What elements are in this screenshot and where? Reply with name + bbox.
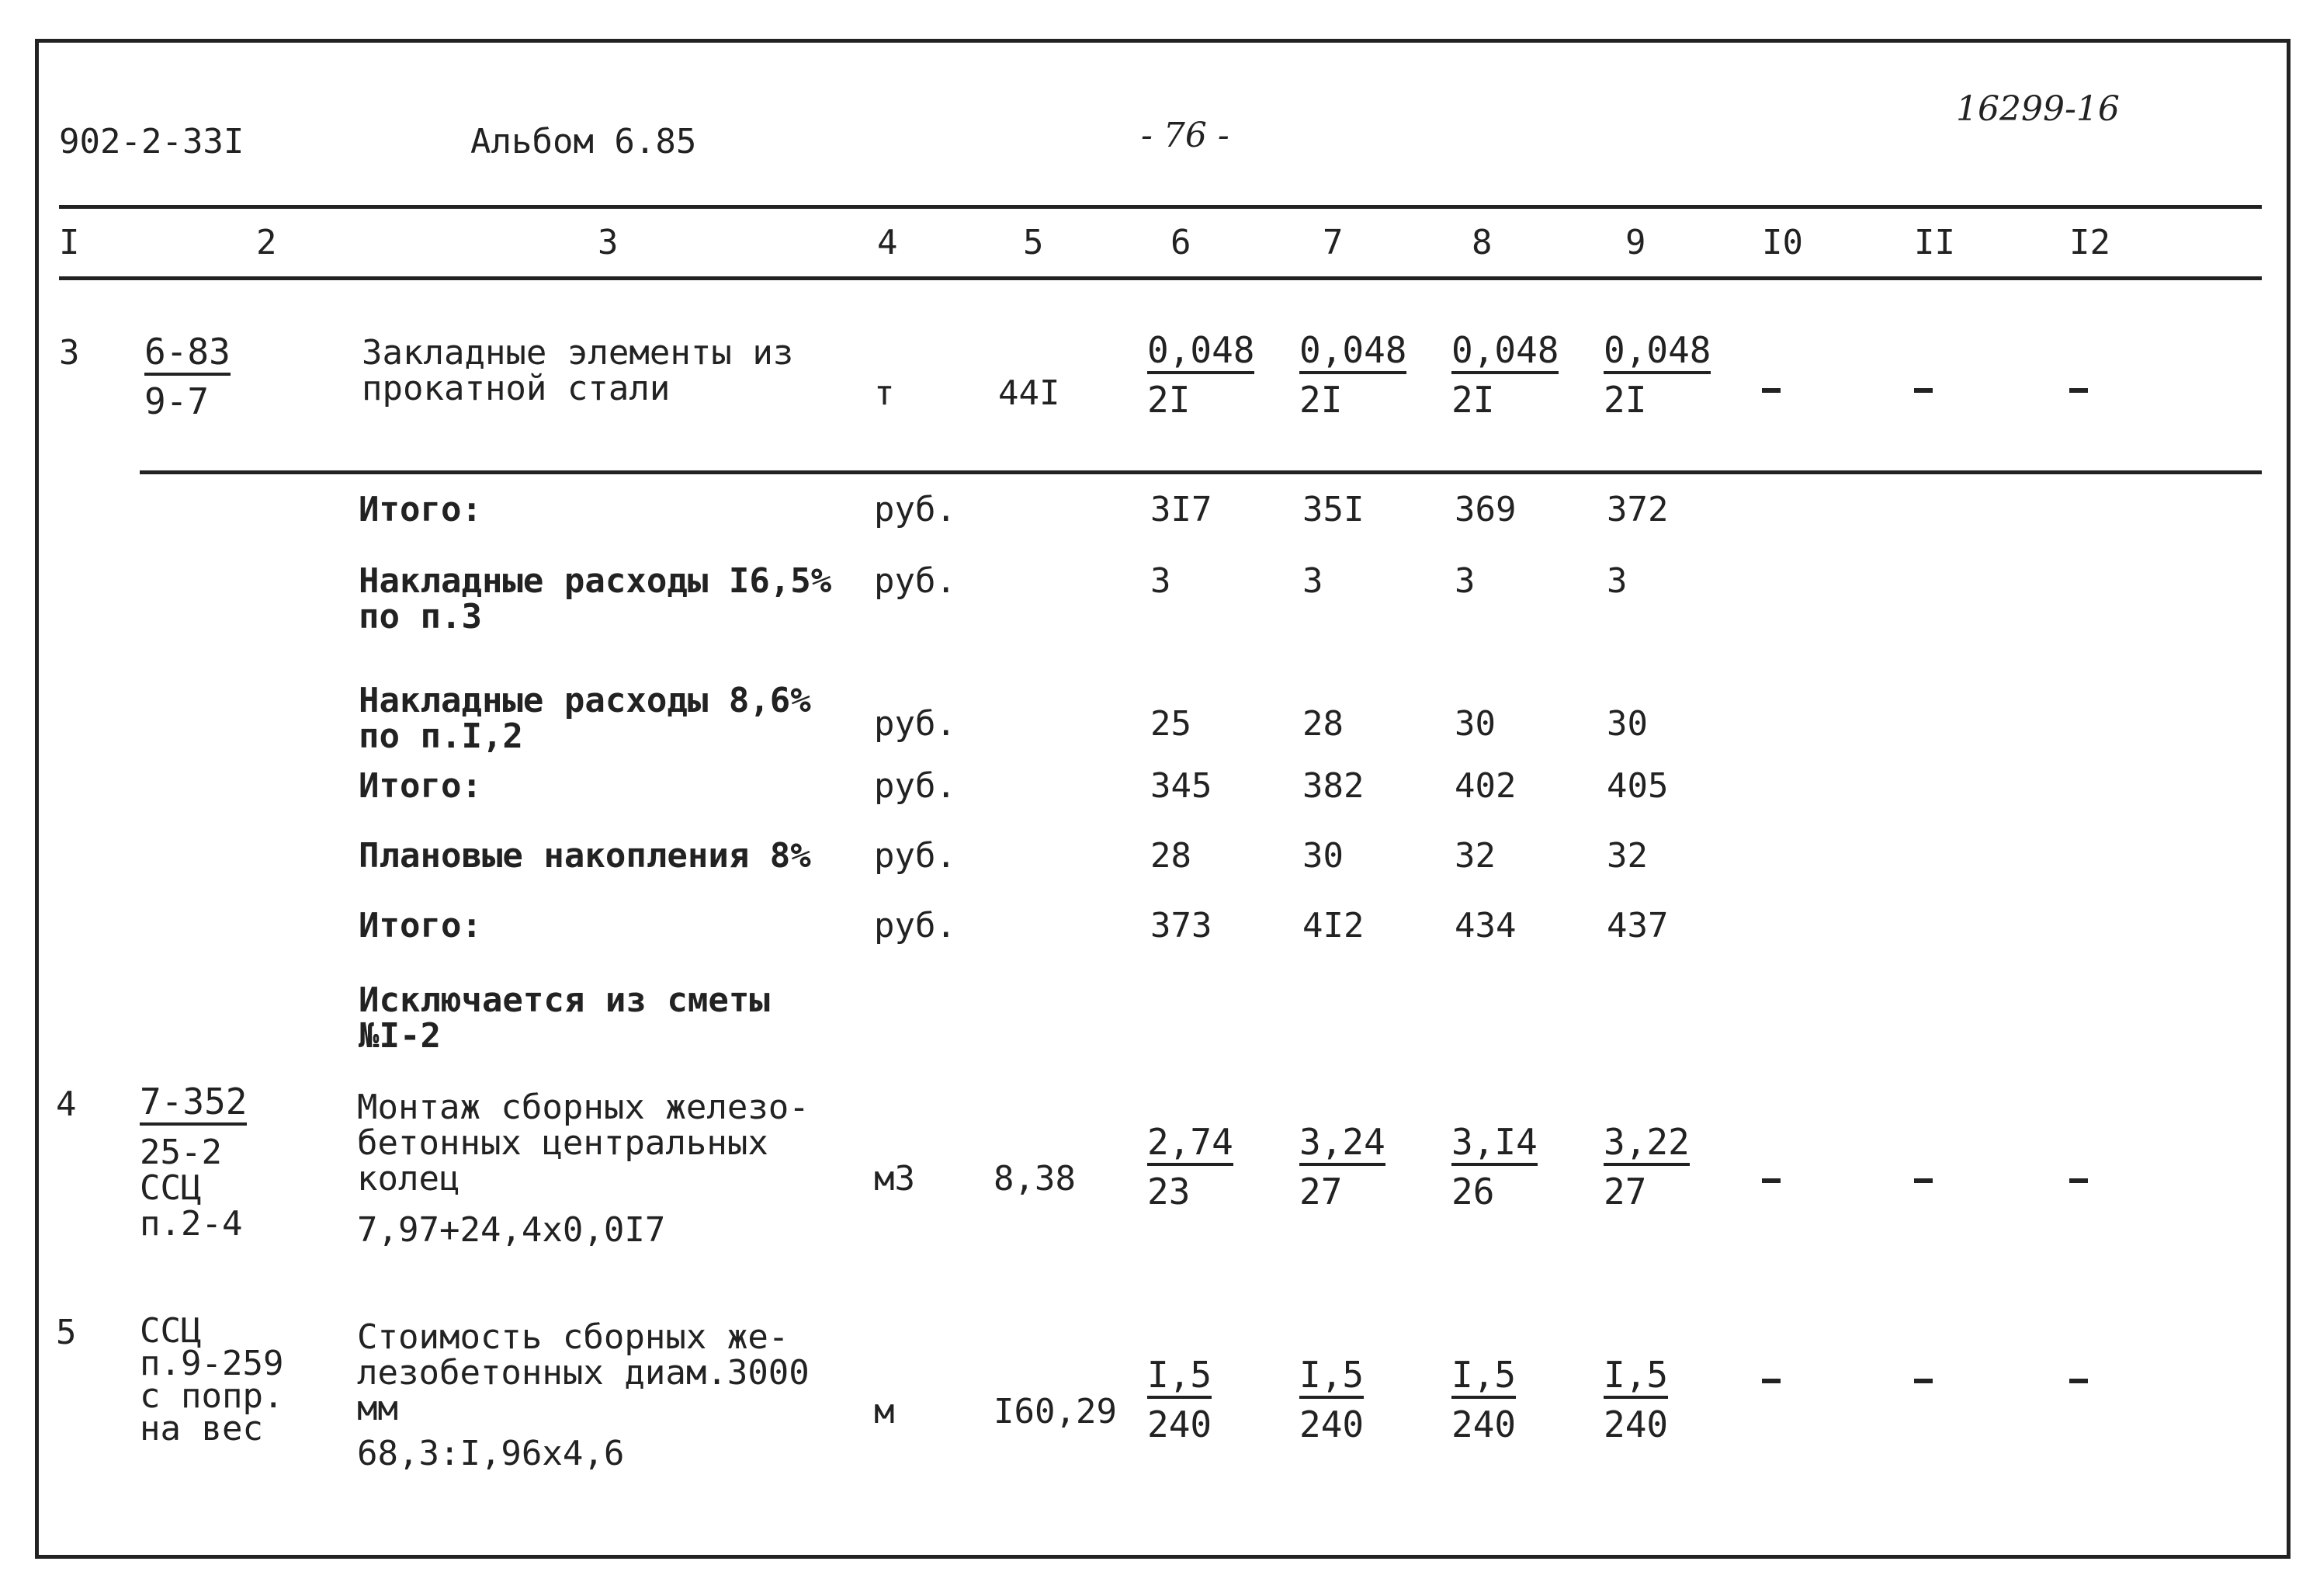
page-number: - 76 - [1141, 116, 1229, 155]
total-row-1-label: Итого: [359, 490, 482, 529]
total-row-6-col7: 4I2 [1302, 906, 1365, 945]
r4-col7-top: 3,24 [1299, 1122, 1385, 1166]
r5-col8-fraction [1451, 1355, 1516, 1444]
row-3-code [144, 332, 231, 421]
row-3-code-top: 6-83 [144, 332, 231, 376]
total-row-1-col7: 35I [1302, 490, 1365, 529]
column-header-3: 3 [598, 223, 619, 262]
total-row-4-unit: руб. [874, 766, 956, 806]
r4-col8-fraction [1451, 1122, 1538, 1211]
r3-col9-bottom: 2I [1604, 379, 1647, 421]
r5-col10-dash [1762, 1379, 1781, 1383]
r5-col6-fraction [1147, 1355, 1212, 1444]
total-row-4-col8: 402 [1455, 766, 1517, 806]
row-5-quantity: I60,29 [994, 1392, 1117, 1431]
column-header-8: 8 [1472, 223, 1493, 262]
total-row-5-unit: руб. [874, 836, 956, 876]
row-4-number: 4 [56, 1084, 77, 1124]
header-rule-top [59, 205, 2262, 209]
row-4-code-top: 7-352 [140, 1082, 247, 1126]
row-4-name: Монтаж сборных железо- бетонных центральных колец [357, 1088, 810, 1199]
r5-col9-top: I,5 [1604, 1355, 1668, 1399]
r4-col12-dash [2069, 1178, 2088, 1183]
r3-col7-fraction [1299, 331, 1406, 419]
total-row-2-label: Накладные расходы I6,5% по п.3 [359, 561, 832, 637]
r5-col7-bottom: 240 [1299, 1403, 1365, 1445]
total-row-5-label: Плановые накопления 8% [359, 836, 811, 876]
total-row-1-unit: руб. [874, 490, 956, 529]
total-row-3-col7: 28 [1302, 704, 1344, 744]
total-row-1-col8: 369 [1455, 490, 1517, 529]
r3-col8-fraction [1451, 331, 1559, 419]
r4-col9-bottom: 27 [1604, 1171, 1647, 1213]
r5-col8-top: I,5 [1451, 1355, 1516, 1399]
total-row-6-col9: 437 [1607, 906, 1669, 945]
total-row-1-col6: 3I7 [1150, 490, 1212, 529]
row-3-quantity: 44I [998, 373, 1060, 413]
total-row-6-label: Итого: [359, 906, 482, 945]
column-header-7: 7 [1323, 223, 1344, 262]
r4-col6-bottom: 23 [1147, 1171, 1191, 1213]
column-header-4: 4 [877, 223, 898, 262]
total-row-4-col7: 382 [1302, 766, 1365, 806]
document-code: 902-2-33I [59, 122, 244, 161]
r5-col9-bottom: 240 [1604, 1403, 1669, 1445]
total-row-4-col6: 345 [1150, 766, 1212, 806]
row-4-formula: 7,97+24,4х0,0I7 [357, 1210, 666, 1250]
total-row-3-unit: руб. [874, 704, 956, 744]
r5-col6-top: I,5 [1147, 1355, 1212, 1399]
r3-col11-dash [1914, 388, 1933, 393]
row-5-formula: 68,3:I,96х4,6 [357, 1434, 625, 1473]
row-3-name-line2: прокатной стали [362, 369, 671, 408]
total-row-4-label: Итого: [359, 766, 482, 806]
archive-stamp: 16299-16 [1956, 89, 2120, 129]
row-3-name-line1: Закладные элементы из [362, 333, 794, 373]
r5-col9-fraction [1604, 1355, 1668, 1444]
total-row-6-col6: 373 [1150, 906, 1212, 945]
r5-col12-dash [2069, 1379, 2088, 1383]
r3-col6-fraction [1147, 331, 1254, 419]
row-3-unit: т [874, 373, 895, 413]
r3-col8-top: 0,048 [1451, 331, 1559, 374]
row-3-code-bottom: 9-7 [144, 380, 210, 422]
column-header-12: I2 [2069, 223, 2110, 262]
total-row-3-col9: 30 [1607, 704, 1648, 744]
header-rule-bottom [59, 276, 2262, 280]
total-row-2-col8: 3 [1455, 561, 1476, 601]
column-header-2: 2 [256, 223, 277, 262]
r4-col8-top: 3,I4 [1451, 1122, 1538, 1166]
r4-col8-bottom: 26 [1451, 1171, 1495, 1213]
total-row-5-col9: 32 [1607, 836, 1648, 876]
total-row-5-col7: 30 [1302, 836, 1344, 876]
total-row-2-col9: 3 [1607, 561, 1628, 601]
total-row-1-col9: 372 [1607, 490, 1669, 529]
column-header-1: I [59, 223, 80, 262]
row-4-quantity: 8,38 [994, 1159, 1076, 1199]
r4-col9-fraction [1604, 1122, 1690, 1211]
row-5-unit: м [874, 1392, 895, 1431]
r3-col10-dash [1762, 388, 1781, 393]
r5-col6-bottom: 240 [1147, 1403, 1212, 1445]
excluded-note: Исключается из сметы №I-2 [359, 980, 770, 1056]
r3-col8-bottom: 2I [1451, 379, 1495, 421]
row-4-code [140, 1082, 247, 1126]
total-row-3-col8: 30 [1455, 704, 1496, 744]
r4-col11-dash [1914, 1178, 1933, 1183]
r4-col9-top: 3,22 [1604, 1122, 1690, 1166]
total-row-5-col6: 28 [1150, 836, 1191, 876]
r5-col7-top: I,5 [1299, 1355, 1364, 1399]
r5-col8-bottom: 240 [1451, 1403, 1517, 1445]
row-5-number: 5 [56, 1313, 77, 1352]
row-4-code-rest: 25-2 ССЦ п.2-4 [140, 1133, 243, 1244]
column-header-11: II [1914, 223, 1955, 262]
r4-col6-fraction [1147, 1122, 1233, 1211]
row-5-code: ССЦ п.9-259 с попр. на вес [140, 1311, 284, 1449]
total-row-6-col8: 434 [1455, 906, 1517, 945]
total-row-5-col8: 32 [1455, 836, 1496, 876]
total-row-3-col6: 25 [1150, 704, 1191, 744]
total-row-2-col7: 3 [1302, 561, 1323, 601]
column-header-10: I0 [1762, 223, 1803, 262]
column-header-5: 5 [1023, 223, 1044, 262]
r3-col12-dash [2069, 388, 2088, 393]
r4-col7-fraction [1299, 1122, 1385, 1211]
row-3-number: 3 [59, 333, 80, 373]
r3-col6-bottom: 2I [1147, 379, 1191, 421]
r3-col6-top: 0,048 [1147, 331, 1254, 374]
column-header-9: 9 [1625, 223, 1646, 262]
section-rule [140, 470, 2262, 474]
total-row-3-label: Накладные расходы 8,6% по п.I,2 [359, 681, 811, 756]
r4-col6-top: 2,74 [1147, 1122, 1233, 1166]
row-5-name: Стоимость сборных же- лезобетонных диам.3000 мм [357, 1317, 810, 1428]
total-row-6-unit: руб. [874, 906, 956, 945]
total-row-2-col6: 3 [1150, 561, 1171, 601]
album-label: Альбом 6.85 [470, 122, 697, 161]
total-row-2-unit: руб. [874, 561, 956, 601]
r5-col11-dash [1914, 1379, 1933, 1383]
r3-col7-top: 0,048 [1299, 331, 1406, 374]
r3-col9-fraction [1604, 331, 1711, 419]
r5-col7-fraction [1299, 1355, 1364, 1444]
r4-col10-dash [1762, 1178, 1781, 1183]
r4-col7-bottom: 27 [1299, 1171, 1343, 1213]
total-row-4-col9: 405 [1607, 766, 1669, 806]
r3-col7-bottom: 2I [1299, 379, 1343, 421]
r3-col9-top: 0,048 [1604, 331, 1711, 374]
row-4-unit: м3 [874, 1159, 915, 1199]
column-header-6: 6 [1170, 223, 1191, 262]
